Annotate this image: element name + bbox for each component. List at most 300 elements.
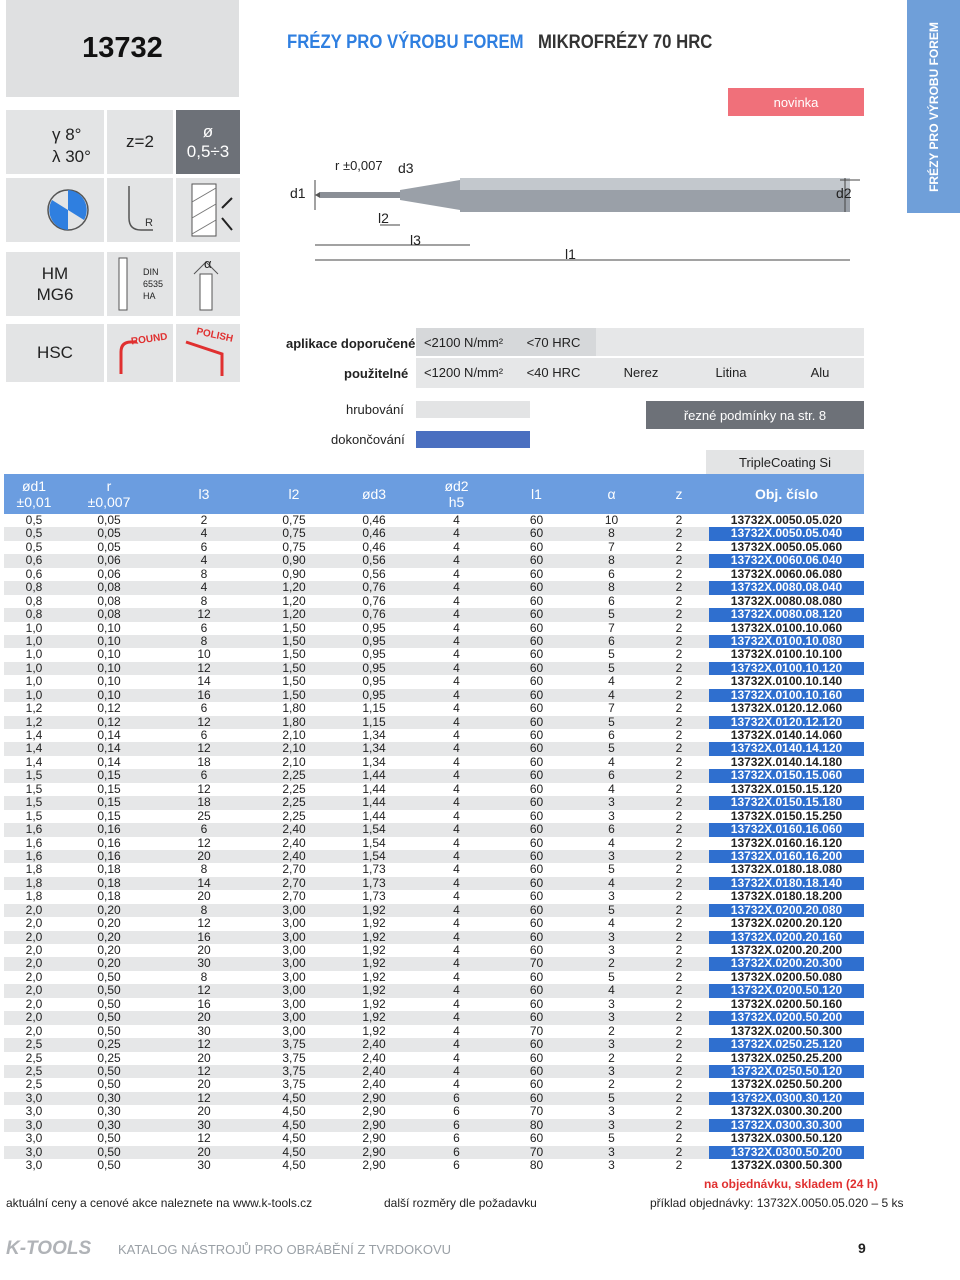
table-cell: 2 — [675, 728, 683, 742]
table-cell: 8 — [200, 566, 208, 581]
order-number: 13732X.0100.10.140 — [709, 675, 864, 688]
table-cell: 2 — [608, 1077, 615, 1092]
table-cell: 2 — [675, 1144, 683, 1159]
table-cell: 6 — [200, 539, 208, 554]
table-cell: 0,46 — [362, 526, 386, 541]
table-cell: 0,5 — [25, 539, 43, 554]
table-cell: 7 — [608, 539, 615, 554]
table-row — [4, 796, 864, 809]
table-cell: 1,50 — [282, 647, 306, 662]
table-cell: 0,20 — [97, 929, 121, 944]
order-number: 13732X.0160.16.060 — [709, 823, 864, 836]
table-cell: 2 — [675, 1117, 683, 1132]
column-header — [254, 474, 334, 514]
table-cell: 6 — [200, 822, 208, 837]
table-cell: 1,34 — [362, 754, 386, 769]
prices-note: aktuální ceny a cenové akce naleznete na www.k-tools.cz — [6, 1196, 313, 1210]
table-cell: 8 — [200, 862, 208, 877]
table-cell: 60 — [529, 1077, 544, 1092]
table-cell: 3,00 — [282, 969, 306, 984]
table-cell: 60 — [529, 714, 544, 729]
table-cell: 5 — [608, 902, 615, 917]
table-cell: 2 — [675, 1063, 683, 1078]
table-cell: 60 — [529, 768, 544, 783]
table-cell: 4 — [453, 553, 460, 568]
table-cell: 3,75 — [282, 1037, 306, 1052]
table-cell: 1,73 — [362, 875, 386, 890]
table-cell: 2 — [675, 741, 683, 756]
table-cell: 16 — [197, 929, 211, 944]
material-grid — [416, 328, 864, 388]
table-cell: 6 — [200, 768, 208, 783]
table-cell: 2,90 — [362, 1144, 386, 1159]
table-cell: 3,00 — [282, 1023, 306, 1038]
table-cell: 0,05 — [97, 526, 121, 541]
material-box — [6, 252, 104, 316]
table-cell: 4 — [453, 875, 460, 890]
table-cell: 4 — [453, 728, 460, 742]
diameter-box — [176, 110, 240, 174]
table-cell: 2,40 — [362, 1037, 386, 1052]
table-cell: 0,95 — [362, 674, 386, 689]
table-cell: 4 — [453, 996, 460, 1011]
table-row — [4, 1011, 864, 1024]
order-number: 13732X.0200.50.200 — [709, 1011, 864, 1024]
table-row — [4, 863, 864, 876]
table-cell: 1,80 — [282, 714, 306, 729]
table-cell: 60 — [529, 875, 544, 890]
order-number: 13732X.0200.50.160 — [709, 998, 864, 1011]
table-cell: 0,14 — [97, 728, 121, 742]
l3-label: l3 — [410, 232, 421, 248]
table-cell: 0,20 — [97, 916, 121, 931]
table-cell: 60 — [529, 620, 544, 635]
table-cell: 1,0 — [25, 620, 43, 635]
table-cell: 4 — [453, 929, 460, 944]
table-cell: 5 — [608, 647, 615, 662]
table-row — [4, 1092, 864, 1105]
table-cell: 0,30 — [97, 1117, 121, 1132]
product-code: 13732 — [6, 0, 239, 97]
column-header-text: α — [607, 486, 616, 502]
table-cell: 70 — [529, 1144, 544, 1159]
table-cell: 2 — [675, 1023, 683, 1038]
column-header — [154, 474, 254, 514]
order-number: 13732X.0300.50.200 — [709, 1146, 864, 1159]
table-cell: 20 — [197, 943, 211, 957]
table-cell: 1,20 — [282, 607, 306, 622]
material-cell: Litina — [715, 364, 747, 380]
table-cell: 2 — [675, 1104, 683, 1119]
dimensions-note: další rozměry dle požadavku — [384, 1196, 537, 1210]
table-cell: 20 — [197, 1050, 211, 1065]
table-cell: 2 — [675, 808, 683, 823]
table-cell: 2 — [200, 513, 208, 527]
table-cell: 1,50 — [282, 674, 306, 689]
table-cell: 16 — [197, 687, 211, 702]
material-row-usable — [416, 358, 864, 386]
table-cell: 1,92 — [362, 996, 386, 1011]
table-cell: 4 — [608, 835, 615, 850]
table-cell: 20 — [197, 1077, 211, 1092]
angle-box — [6, 110, 104, 174]
order-example: příklad objednávky: 13732X.0050.05.020 – 5 ks — [650, 1196, 904, 1210]
table-cell: 0,16 — [97, 822, 121, 837]
table-cell: 1,34 — [362, 728, 386, 742]
polish-box — [176, 324, 240, 382]
table-cell: 1,0 — [25, 633, 43, 648]
helix-icon — [176, 178, 240, 242]
order-number: 13732X.0300.30.200 — [709, 1105, 864, 1118]
order-number: 13732X.0060.06.040 — [709, 554, 864, 567]
table-cell: 12 — [197, 835, 211, 850]
table-cell: 0,95 — [362, 647, 386, 662]
table-cell: 0,18 — [97, 875, 121, 890]
order-number: 13732X.0100.10.100 — [709, 648, 864, 661]
table-cell: 1,92 — [362, 1023, 386, 1038]
table-cell: 2 — [675, 929, 683, 944]
order-number: 13732X.0140.14.180 — [709, 756, 864, 769]
table-cell: 5 — [608, 714, 615, 729]
table-cell: 4 — [453, 1023, 460, 1038]
order-number: 13732X.0150.15.120 — [709, 783, 864, 796]
table-cell: 80 — [529, 1117, 544, 1132]
order-number: 13732X.0150.15.250 — [709, 810, 864, 823]
table-row — [4, 850, 864, 863]
order-number: 13732X.0200.50.120 — [709, 984, 864, 997]
table-cell: 2,90 — [362, 1090, 386, 1105]
table-cell: 4 — [453, 607, 460, 622]
table-row — [4, 890, 864, 903]
table-cell: 1,0 — [25, 660, 43, 675]
table-cell: 1,20 — [282, 593, 306, 608]
table-cell: 4 — [453, 889, 460, 904]
order-number: 13732X.0300.50.300 — [709, 1159, 864, 1172]
table-cell: 4 — [608, 754, 615, 769]
order-number: 13732X.0150.15.060 — [709, 769, 864, 782]
table-cell: 0,06 — [97, 566, 121, 581]
table-row — [4, 702, 864, 715]
table-cell: 4 — [453, 741, 460, 756]
table-cell: 1,44 — [362, 781, 386, 796]
table-cell: 2 — [675, 1090, 683, 1105]
table-row — [4, 957, 864, 970]
material-cell: <70 HRC — [511, 328, 596, 356]
svg-text:R: R — [145, 217, 153, 229]
table-cell: 3,00 — [282, 996, 306, 1011]
table-cell: 12 — [197, 1063, 211, 1078]
category-title: FRÉZY PRO VÝROBU FOREM — [287, 32, 524, 53]
table-cell: 6 — [608, 566, 615, 581]
table-row — [4, 608, 864, 621]
order-number: 13732X.0150.15.180 — [709, 796, 864, 809]
table-row — [4, 689, 864, 702]
table-cell: 4,50 — [282, 1104, 306, 1119]
table-cell: 60 — [529, 580, 544, 595]
table-cell: 2 — [675, 983, 683, 998]
table-cell: 3,0 — [25, 1104, 43, 1119]
cutter-section-icon — [6, 178, 104, 242]
table-cell: 2,40 — [282, 848, 306, 863]
table-cell: 12 — [197, 781, 211, 796]
table-cell: 4 — [453, 1037, 460, 1052]
table-cell: 4 — [453, 701, 460, 716]
table-cell: 16 — [197, 996, 211, 1011]
table-cell: 2 — [608, 1023, 615, 1038]
table-cell: 4 — [608, 875, 615, 890]
alpha-label: α — [204, 256, 212, 271]
table-cell: 0,15 — [97, 768, 121, 783]
column-header-text: ød2 — [444, 478, 469, 494]
table-cell: 0,15 — [97, 781, 121, 796]
table-cell: 1,44 — [362, 808, 386, 823]
table-row — [4, 877, 864, 890]
table-cell: 2 — [675, 1037, 683, 1052]
table-cell: 0,25 — [97, 1050, 121, 1065]
cutting-conditions-label: řezné podmínky na str. 8 — [683, 407, 827, 423]
order-number: 13732X.0100.10.060 — [709, 622, 864, 635]
table-cell: 60 — [529, 741, 544, 756]
new-badge — [728, 88, 864, 116]
table-cell: 1,50 — [282, 687, 306, 702]
column-header-text: ød3 — [361, 486, 387, 502]
table-cell: 25 — [197, 808, 211, 823]
table-cell: 3,00 — [282, 983, 306, 998]
material-cell: <1200 N/mm² — [423, 364, 504, 380]
table-cell: 6 — [608, 593, 615, 608]
table-cell: 0,30 — [97, 1104, 121, 1119]
table-cell: 2 — [675, 1131, 683, 1146]
order-number: 13732X.0140.14.060 — [709, 729, 864, 742]
table-cell: 2 — [608, 956, 615, 971]
table-cell: 5 — [608, 607, 615, 622]
round-box — [107, 324, 173, 382]
table-cell: 1,92 — [362, 956, 386, 971]
table-cell: 4 — [608, 983, 615, 998]
table-cell: 6 — [608, 768, 615, 783]
table-cell: 0,76 — [362, 593, 386, 608]
table-cell: 8 — [608, 553, 615, 568]
table-cell: 70 — [529, 1023, 544, 1038]
table-cell: 12 — [197, 1131, 211, 1146]
table-cell: 0,6 — [25, 566, 43, 581]
table-cell: 8 — [200, 969, 208, 984]
table-cell: 3 — [608, 1117, 615, 1132]
table-cell: 0,15 — [97, 808, 121, 823]
order-number: 13732X.0200.50.300 — [709, 1025, 864, 1038]
order-number: 13732X.0080.08.040 — [709, 581, 864, 594]
table-row — [4, 837, 864, 850]
table-cell: 2,70 — [282, 862, 306, 877]
table-cell: 2 — [608, 1050, 615, 1065]
table-cell: 60 — [529, 526, 544, 541]
table-cell: 3 — [608, 1144, 615, 1159]
din-number: 6535 — [143, 279, 164, 289]
table-cell: 2 — [675, 566, 683, 581]
table-cell: 0,8 — [25, 580, 43, 595]
table-cell: 2 — [675, 1050, 683, 1065]
table-cell: 2 — [675, 822, 683, 837]
d1-label: d1 — [290, 185, 306, 201]
table-cell: 4 — [200, 580, 208, 595]
table-cell: 3 — [608, 889, 615, 904]
table-cell: 30 — [197, 1117, 211, 1132]
table-cell: 1,50 — [282, 633, 306, 648]
table-row — [4, 1132, 864, 1145]
table-cell: 2,25 — [282, 768, 306, 783]
table-cell: 2,0 — [25, 983, 43, 998]
diameter-range: 0,5÷3 — [186, 142, 230, 161]
table-cell: 60 — [529, 647, 544, 662]
table-row — [4, 568, 864, 581]
table-cell: 60 — [529, 996, 544, 1011]
table-cell: 1,92 — [362, 983, 386, 998]
column-header-text: l2 — [288, 486, 300, 502]
table-cell: 4 — [453, 687, 460, 702]
table-cell: 4 — [453, 526, 460, 541]
table-cell: 0,50 — [97, 1063, 121, 1078]
table-cell: 4 — [453, 969, 460, 984]
table-cell: 2,5 — [25, 1077, 43, 1092]
table-cell: 0,90 — [282, 566, 306, 581]
table-cell: 6 — [453, 1131, 460, 1146]
table-cell: 20 — [197, 1010, 211, 1025]
table-cell: 1,5 — [25, 768, 43, 783]
table-cell: 4 — [200, 553, 208, 568]
table-cell: 2,5 — [25, 1050, 43, 1065]
column-header-text: z — [675, 486, 683, 502]
table-row — [4, 769, 864, 782]
order-number: 13732X.0200.20.120 — [709, 917, 864, 930]
table-cell: 2 — [675, 539, 683, 554]
table-row — [4, 554, 864, 567]
order-number: 13732X.0120.12.120 — [709, 716, 864, 729]
table-row — [4, 1052, 864, 1065]
table-cell: 10 — [197, 647, 211, 662]
finishing-label: dokončování — [331, 432, 405, 447]
table-cell: 2,25 — [282, 795, 306, 810]
table-row — [4, 541, 864, 554]
order-number: 13732X.0120.12.060 — [709, 702, 864, 715]
table-cell: 8 — [608, 526, 615, 541]
table-row — [4, 904, 864, 917]
table-cell: 4 — [453, 633, 460, 648]
order-number: 13732X.0200.20.160 — [709, 931, 864, 944]
material-grade: MG6 — [36, 285, 74, 304]
table-cell: 60 — [529, 754, 544, 769]
table-cell: 60 — [529, 795, 544, 810]
table-cell: 2 — [675, 969, 683, 984]
table-cell: 0,75 — [282, 539, 306, 554]
material-label: HM — [41, 264, 69, 283]
order-number: 13732X.0140.14.120 — [709, 742, 864, 755]
table-cell: 0,6 — [25, 553, 43, 568]
table-cell: 0,8 — [25, 593, 43, 608]
material-cell: <40 HRC — [526, 364, 581, 380]
round-label: ROUND — [130, 331, 169, 348]
order-number: 13732X.0250.25.120 — [709, 1038, 864, 1051]
roughing-bar — [416, 401, 530, 418]
table-cell: 0,5 — [25, 526, 43, 541]
table-cell: 1,34 — [362, 741, 386, 756]
column-header-text: ±0,01 — [16, 494, 52, 510]
order-number: 13732X.0300.30.300 — [709, 1119, 864, 1132]
order-number: 13732X.0160.16.200 — [709, 850, 864, 863]
table-cell: 4 — [608, 781, 615, 796]
column-header — [574, 474, 649, 514]
table-cell: 0,20 — [97, 943, 121, 957]
table-row — [4, 1065, 864, 1078]
order-number: 13732X.0080.08.120 — [709, 608, 864, 621]
table-cell: 2 — [675, 754, 683, 769]
table-cell: 0,75 — [282, 526, 306, 541]
table-cell: 1,20 — [282, 580, 306, 595]
table-cell: 2 — [675, 835, 683, 850]
order-number: 13732X.0080.08.080 — [709, 595, 864, 608]
table-cell: 60 — [529, 983, 544, 998]
table-cell: 8 — [200, 902, 208, 917]
table-cell: 1,4 — [25, 728, 43, 742]
table-cell: 12 — [197, 714, 211, 729]
table-cell: 2,5 — [25, 1037, 43, 1052]
table-cell: 1,50 — [282, 660, 306, 675]
table-cell: 2 — [675, 607, 683, 622]
table-cell: 0,20 — [97, 902, 121, 917]
table-cell: 4 — [453, 580, 460, 595]
material-cell: <2100 N/mm² — [416, 328, 511, 356]
table-cell: 4,50 — [282, 1090, 306, 1105]
table-cell: 2,90 — [362, 1131, 386, 1146]
table-cell: 0,05 — [97, 513, 121, 527]
cutting-conditions-box — [646, 401, 864, 429]
table-cell: 60 — [529, 1050, 544, 1065]
table-cell: 2 — [675, 580, 683, 595]
table-cell: 70 — [529, 1104, 544, 1119]
table-cell: 0,10 — [97, 620, 121, 635]
table-cell: 2,90 — [362, 1158, 386, 1172]
table-cell: 1,92 — [362, 943, 386, 957]
table-cell: 4,50 — [282, 1158, 306, 1172]
corner-radius-icon — [107, 178, 173, 242]
table-cell: 12 — [197, 983, 211, 998]
table-cell: 60 — [529, 969, 544, 984]
table-cell: 60 — [529, 728, 544, 742]
column-header-text: ød1 — [21, 478, 47, 494]
table-cell: 0,30 — [97, 1090, 121, 1105]
table-cell: 4 — [453, 620, 460, 635]
table-cell: 4 — [453, 593, 460, 608]
table-cell: 2 — [675, 862, 683, 877]
table-cell: 3,0 — [25, 1117, 43, 1132]
table-cell: 2 — [675, 781, 683, 796]
table-cell: 2 — [675, 674, 683, 689]
order-number: 13732X.0100.10.120 — [709, 662, 864, 675]
table-cell: 1,73 — [362, 862, 386, 877]
table-cell: 60 — [529, 674, 544, 689]
table-cell: 4 — [453, 781, 460, 796]
table-cell: 0,95 — [362, 660, 386, 675]
table-cell: 0,10 — [97, 647, 121, 662]
table-row — [4, 716, 864, 729]
table-cell: 4 — [453, 822, 460, 837]
table-row — [4, 931, 864, 944]
column-header-text: Obj. číslo — [754, 486, 818, 502]
table-cell: 2,40 — [362, 1063, 386, 1078]
table-cell: 2 — [675, 1077, 683, 1092]
table-row — [4, 944, 864, 957]
table-cell: 0,15 — [97, 795, 121, 810]
lambda-value: λ 30° — [52, 147, 91, 166]
